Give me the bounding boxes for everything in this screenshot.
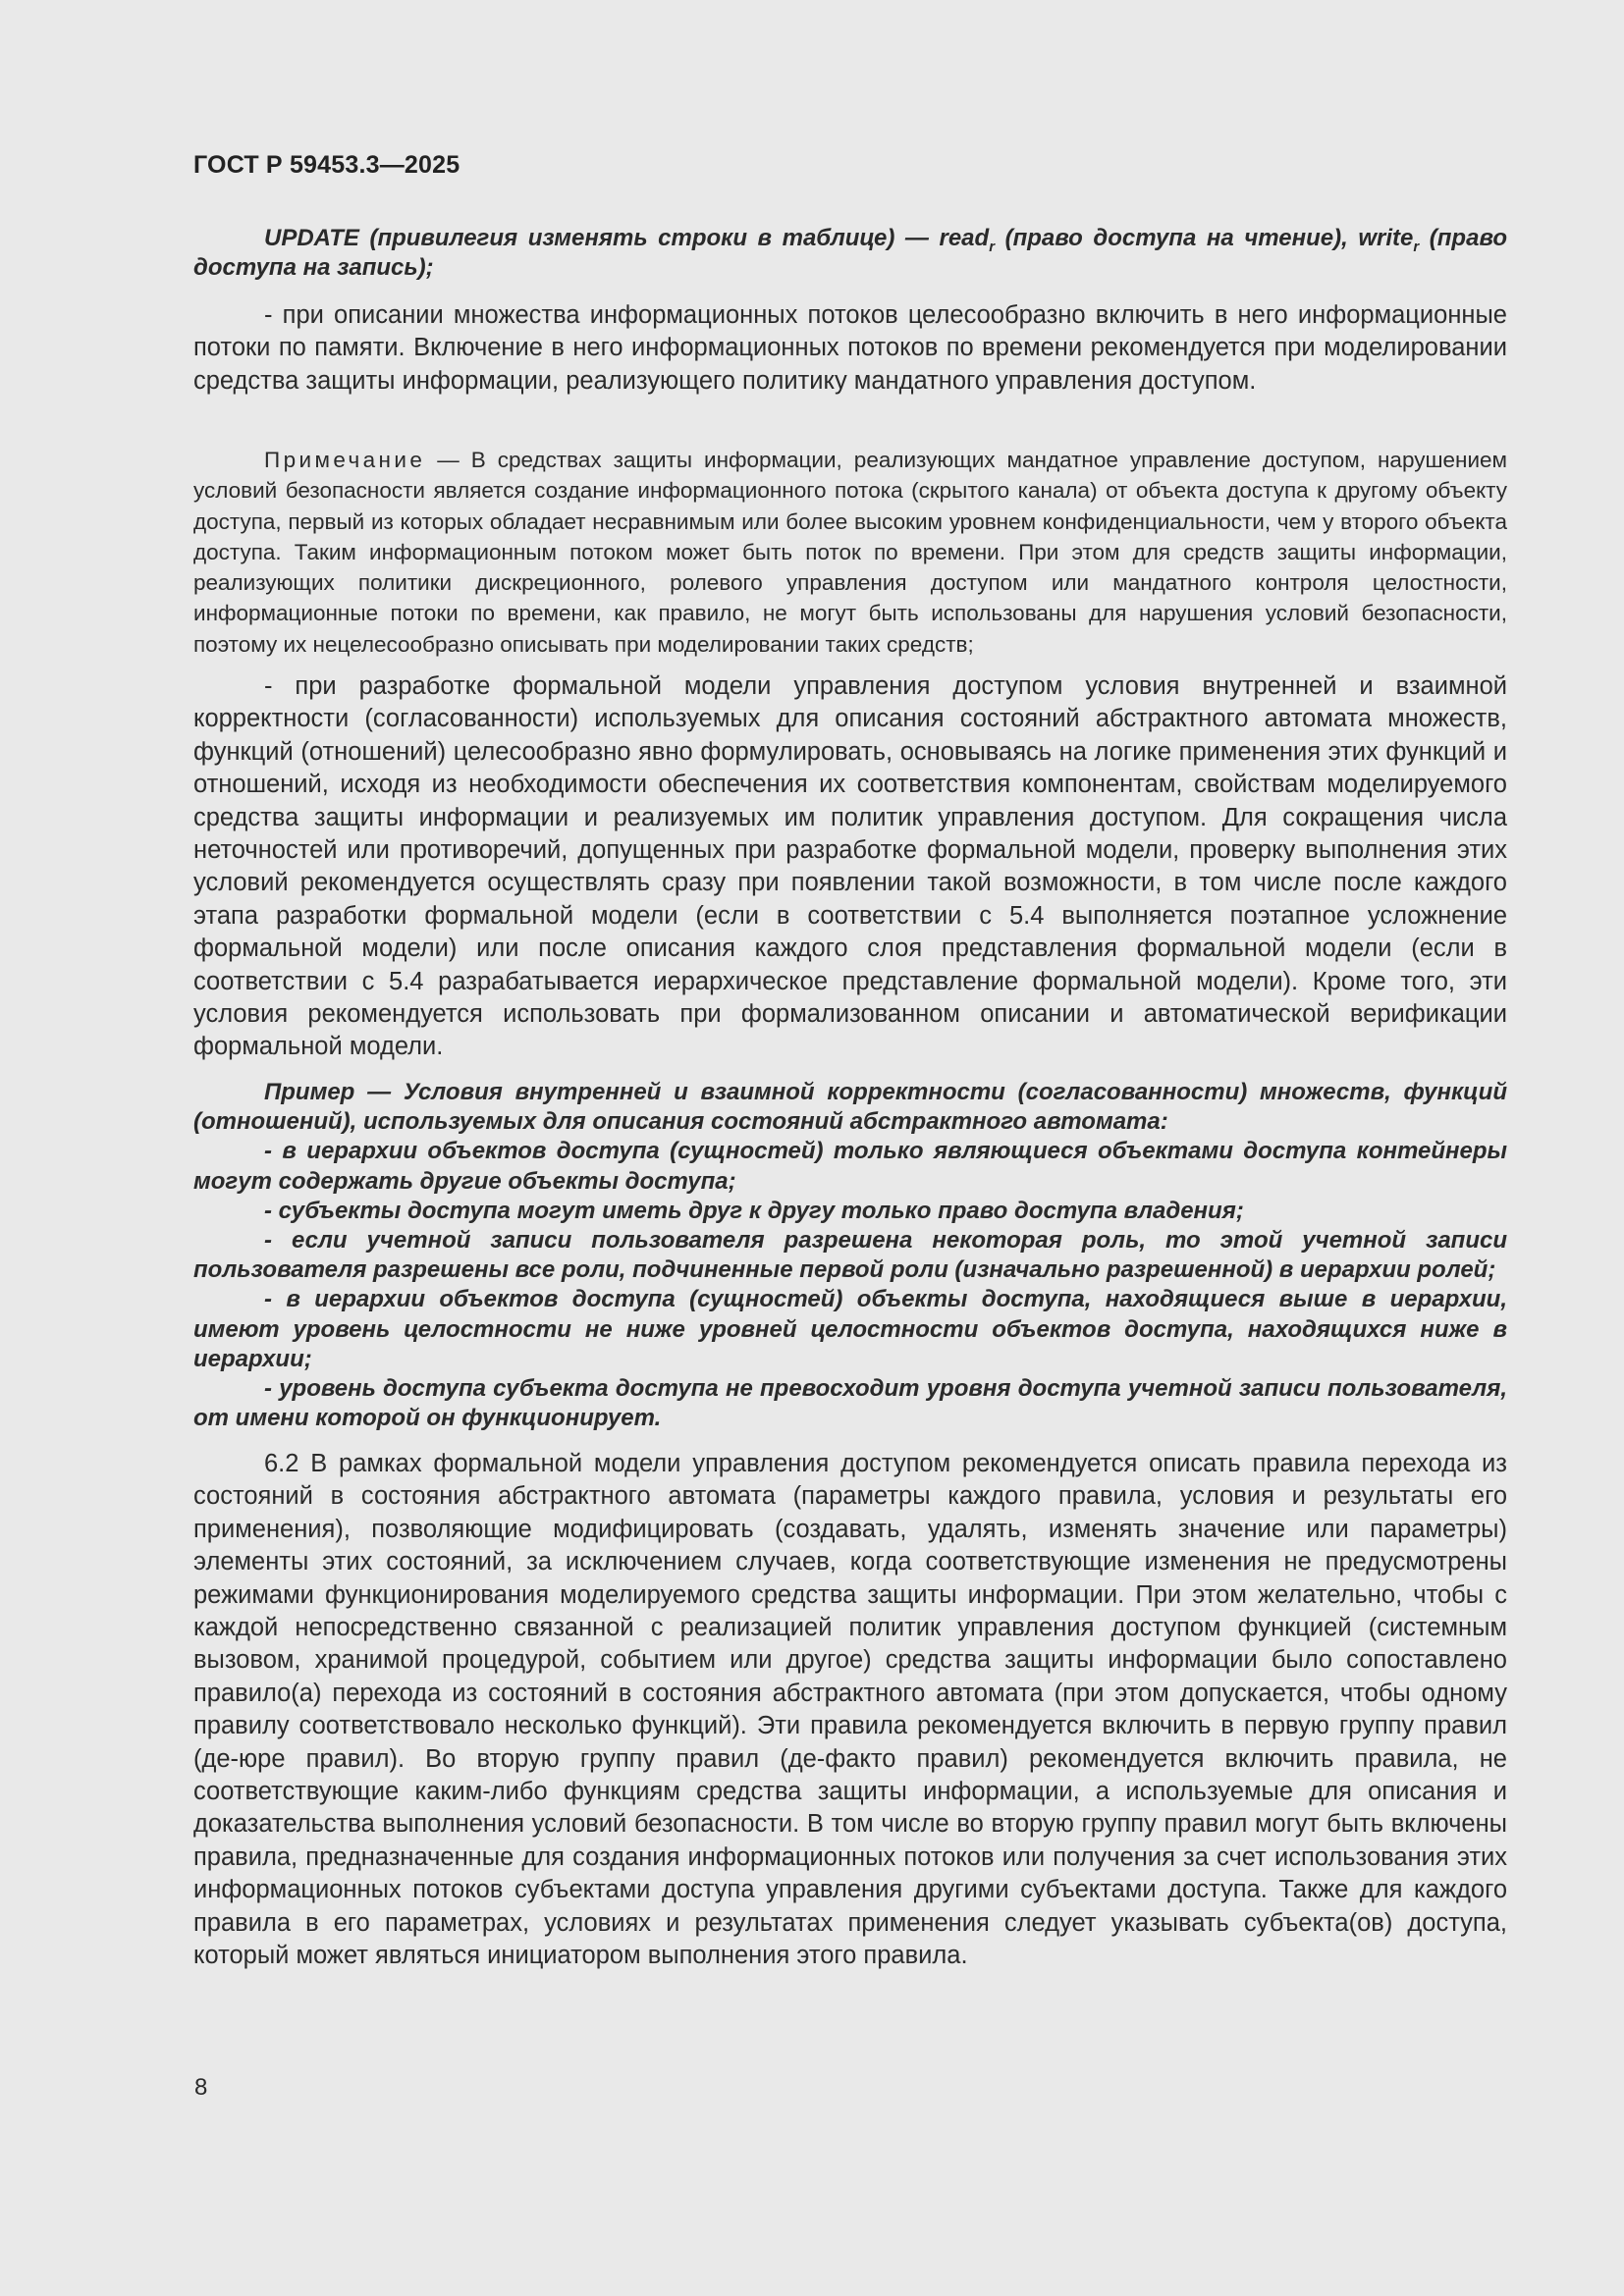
info-flows-paragraph: - при описании множества информационных потоков целесообразно включить в него информационные потоки по памяти. Включение в него информационных потоков по времени рекомендуется при моделировании средства защиты информации, реализующего политику мандатного управления доступом.	[193, 301, 1507, 395]
update-sub-2: r	[1413, 239, 1420, 255]
update-sub-1: r	[989, 239, 996, 255]
example-item: - уровень доступа субъекта доступа не превосходит уровня доступа учетной записи пользователя, от имени которой он функционирует.	[193, 1375, 1507, 1432]
update-privilege-paragraph	[193, 224, 1507, 283]
document-header: ГОСТ Р 59453.3—2025	[193, 151, 460, 179]
update-text-b: (право доступа на чтение), write	[995, 225, 1414, 251]
update-text-a: UPDATE (привилегия изменять строки в таблице) — read	[264, 225, 990, 251]
formal-model-paragraph: - при разработке формальной модели управления доступом условия внутренней и взаимной корректности (согласованности) используемых для описания состояний абстрактного автомата множеств, функций (отношений) целесообразно явно формулировать, основываясь на логике применения этих функций и отношений, исходя из необходимости обеспечения их соответствия компонентам, свойствам моделируемого средства защиты информации и реализуемых им политик управления доступом. Для сокращения числа неточностей или противоречий, допущенных при разработке формальной модели, проверку выполнения этих условий рекомендуется осуществлять сразу при появлении такой возможности, в том числе после каждого этапа разработки формальной модели (если в соответствии с 5.4 выполняется поэтапное усложнение формальной модели) или после описания каждого слоя представления формальной модели (если в соответствии с 5.4 разрабатывается иерархическое представление формальной модели). Кроме того, эти условия рекомендуется использовать при формализованном описании и автоматической верификации формальной модели.	[193, 672, 1507, 1061]
section-6-2-paragraph: 6.2 В рамках формальной модели управления доступом рекомендуется описать правила перехода из состояний в состояния абстрактного автомата (параметры каждого правила, условия и результаты его применения), позволяющие модифицировать (создавать, удалять, изменять значение или параметры) элементы этих состояний, за исключением случаев, когда соответствующие изменения не предусмотрены режимами функционирования моделируемого средства защиты информации. При этом желательно, чтобы с каждой непосредственно связанной с реализацией политик управления доступом функцией (системным вызовом, хранимой процедурой, событием или другое) средства защиты информации было сопоставлено правило(а) перехода из состояний в состояния абстрактного автомата (при этом допускается, чтобы одному правилу соответствовало несколько функций). Эти правила рекомендуется включить в первую группу правил (де-юре правил). Во вторую группу правил (де-факто правил) рекомендуется включить правила, не соответствующие каким-либо функциям средства защиты информации, а используемые для описания и доказательства выполнения условий безопасности. В том числе во вторую группу правил могут быть включены правила, предназначенные для создания информационных потоков или получения за счет использования этих информационных потоков субъектами доступа управления другими субъектами доступа. Также для каждого правила в его параметрах, условиях и результатах применения следует указывать субъекта(ов) доступа, который может являться инициатором выполнения этого правила.	[193, 1450, 1507, 1970]
example-item: - если учетной записи пользователя разрешена некоторая роль, то этой учетной записи пользователя разрешены все роли, подчиненные первой роли (изначально разрешенной) в иерархии ролей;	[193, 1227, 1507, 1284]
example-item: - в иерархии объектов доступа (сущностей) объекты доступа, находящиеся выше в иерархии, имеют уровень целостности не ниже уровней целостности объектов доступа, находящихся ниже в иерархии;	[193, 1286, 1507, 1372]
note-paragraph	[193, 445, 1507, 660]
update-text-c: (право доступа на запись);	[193, 225, 1507, 281]
example-item: - субъекты доступа могут иметь друг к другу только право доступа владения;	[264, 1197, 1244, 1224]
example-intro: Пример — Условия внутренней и взаимной корректности (согласованности) множеств, функций (отношений), используемых для описания состояний абстрактного автомата:	[193, 1079, 1507, 1136]
page-number: 8	[194, 2074, 208, 2101]
example-block	[193, 1078, 1507, 1433]
note-text: — В средствах защиты информации, реализующих мандатное управление доступом, нарушением условий безопасности является создание информационного потока (скрытого канала) от объекта доступа к другому объекту доступа, первый из которых обладает несравнимым или более высоким уровнем конфиденциальности, чем у второго объекта доступа. Таким информационным потоком может быть поток по времени. При этом для средств защиты информации, реализующих политики дискреционного, ролевого управления доступом или мандатного контроля целостности, информационные потоки по времени, как правило, не могут быть использованы для нарушения условий безопасности, поэтому их нецелесообразно описывать при моделировании таких средств;	[193, 448, 1507, 657]
note-label: Примечание	[264, 448, 426, 472]
example-item: - в иерархии объектов доступа (сущностей) только являющиеся объектами доступа контейнеры могут содержать другие объекты доступа;	[193, 1138, 1507, 1195]
